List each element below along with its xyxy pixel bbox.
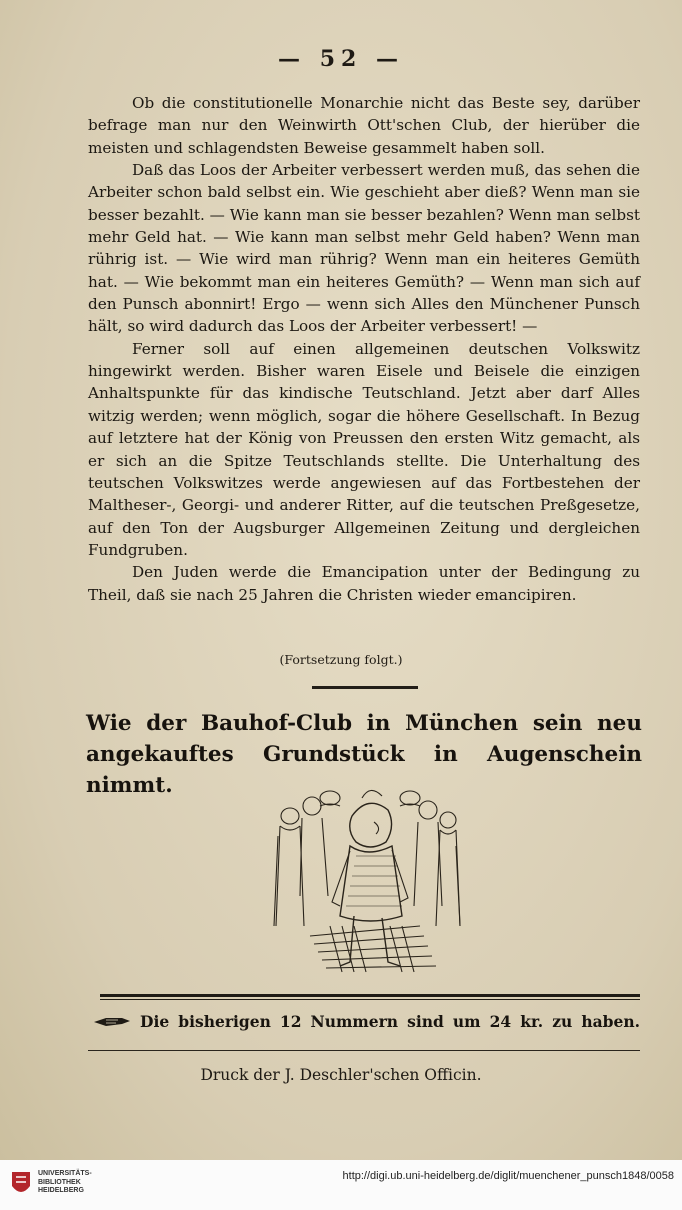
caricature-illustration <box>270 776 466 982</box>
subscription-notice <box>92 1012 640 1031</box>
viewer-footer <box>0 1160 682 1210</box>
paragraph-1: Ob die constitutionelle Monarchie nicht das Beste sey, darüber befrage man nur den Weinwirth Ott'schen Club, der hierüber die meisten und schlagendsten Beweise gesammelt haben soll. <box>88 94 640 157</box>
library-seal-icon <box>8 1168 34 1198</box>
permalink-url[interactable]: http://digi.ub.uni-heidelberg.de/diglit/muenchener_punsch1848/0058 <box>342 1170 674 1182</box>
notice-text: Die bisherigen 12 Nummern sind um 24 kr. zu haben. <box>140 1012 640 1031</box>
thin-rule <box>88 1050 640 1051</box>
double-rule <box>100 994 640 1000</box>
caricature-headline: Wie der Bauhof-Club in München sein neu angekauftes Grundstück in Augenschein nimmt. <box>86 711 642 798</box>
section-divider <box>312 686 418 689</box>
printer-imprint: Druck der J. Deschler'schen Officin. <box>200 1066 482 1084</box>
library-logo[interactable] <box>8 1168 92 1198</box>
article-body <box>88 92 640 606</box>
paragraph-2: Daß das Loos der Arbeiter verbessert werden muß, das sehen die Arbeiter schon bald selbst ein. Wie geschieht aber dieß? Wenn man sie besser bezahlt. — Wie kann man sie besser bezahlen? Wenn man selbst mehr Geld hat. — Wie kann man selbst mehr Geld haben? Wenn man rührig ist. — Wie wird man rührig? Wenn man ein heiteres Gemüth hat. — Wie bekommt man ein heiteres Gemüth? — Wenn man sich auf den Punsch abonnirt! Ergo — wenn sich Alles den Münchener Punsch hält, so wird dadurch das Loos der Arbeiter verbessert! — <box>88 161 640 336</box>
paragraph-3: Ferner soll auf einen allgemeinen deutschen Volkswitz hingewirkt werden. Bisher waren Eisele und Beisele die einzigen Anhaltspunkte für das kindische Teutschland. Jetzt aber darf Alles witzig werden; wenn möglich, sogar die höhere Gesellschaft. In Bezug auf letztere hat der König von Preussen den ersten Witz gemacht, als er sich an die Spitze Teutschlands stellte. Die Unterhaltung des teutschen Volkswitzes werde angewiesen auf das Fortbestehen der Maltheser-, Georgi- und anderer Ritter, auf die teutschen Preßgesetze, auf den Ton der Augsburger Allgemeinen Zeitung und dergleichen Fundgruben. <box>88 339 640 559</box>
continued-note: (Fortsetzung folgt.) <box>279 652 403 667</box>
page-number: — 52 — <box>278 46 404 72</box>
paragraph-4: Den Juden werde die Emancipation unter der Bedingung zu Theil, daß sie nach 25 Jahren die Christen wieder emancipiren. <box>88 563 640 604</box>
library-logo-text: UNIVERSITÄTS- BIBLIOTHEK HEIDELBERG <box>38 1170 92 1195</box>
pointing-hand-icon <box>92 1014 134 1030</box>
